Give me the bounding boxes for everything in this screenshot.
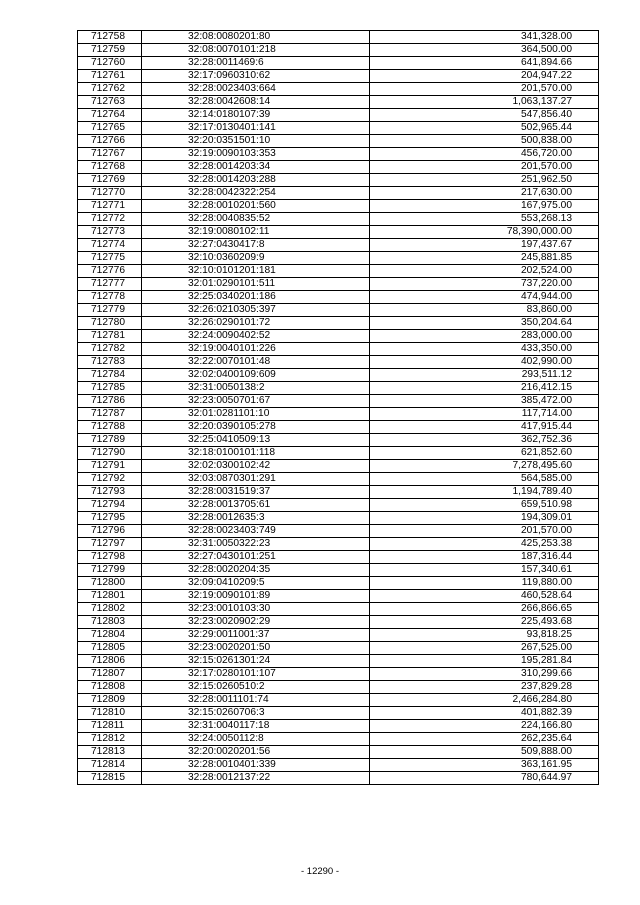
cadastral-number-cell: 32:28:0010201:560: [142, 200, 370, 213]
record-number-cell: 712767: [78, 148, 142, 161]
table-row: [78, 174, 599, 187]
record-number-cell: 712806: [78, 655, 142, 668]
record-number-cell: 712762: [78, 83, 142, 96]
amount-cell: 502,965.44: [370, 122, 599, 135]
table-row: [78, 408, 599, 421]
cadastral-number-cell: 32:28:0023403:664: [142, 83, 370, 96]
table-row: [78, 746, 599, 759]
table-row: [78, 512, 599, 525]
cadastral-number-cell: 32:31:0050322:23: [142, 538, 370, 551]
record-number-cell: 712761: [78, 70, 142, 83]
record-number-cell: 712777: [78, 278, 142, 291]
amount-cell: 553,268.13: [370, 213, 599, 226]
cadastral-number-cell: 32:19:0090101:89: [142, 590, 370, 603]
cadastral-number-cell: 32:27:0430101:251: [142, 551, 370, 564]
amount-cell: 385,472.00: [370, 395, 599, 408]
table-row: [78, 226, 599, 239]
cadastral-number-cell: 32:25:0340201:186: [142, 291, 370, 304]
record-number-cell: 712773: [78, 226, 142, 239]
cadastral-number-cell: 32:28:0011101:74: [142, 694, 370, 707]
table-row: [78, 733, 599, 746]
amount-cell: 780,644.97: [370, 772, 599, 785]
record-number-cell: 712797: [78, 538, 142, 551]
cadastral-number-cell: 32:20:0351501:10: [142, 135, 370, 148]
table-row: [78, 44, 599, 57]
record-number-cell: 712764: [78, 109, 142, 122]
table-row: [78, 369, 599, 382]
cadastral-number-cell: 32:15:0260510:2: [142, 681, 370, 694]
cadastral-number-cell: 32:28:0012137:22: [142, 772, 370, 785]
table-row: [78, 460, 599, 473]
amount-cell: 78,390,000.00: [370, 226, 599, 239]
cadastral-number-cell: 32:15:0260706:3: [142, 707, 370, 720]
cadastral-number-cell: 32:31:0040117:18: [142, 720, 370, 733]
amount-cell: 737,220.00: [370, 278, 599, 291]
amount-cell: 341,328.00: [370, 31, 599, 44]
amount-cell: 201,570.00: [370, 161, 599, 174]
table-row: [78, 96, 599, 109]
table-row: [78, 759, 599, 772]
record-number-cell: 712809: [78, 694, 142, 707]
record-number-cell: 712763: [78, 96, 142, 109]
record-number-cell: 712782: [78, 343, 142, 356]
cadastral-number-cell: 32:17:0130401:141: [142, 122, 370, 135]
cadastral-number-cell: 32:25:0410509:13: [142, 434, 370, 447]
cadastral-number-cell: 32:22:0070101:48: [142, 356, 370, 369]
table-row: [78, 590, 599, 603]
record-number-cell: 712798: [78, 551, 142, 564]
record-number-cell: 712792: [78, 473, 142, 486]
table-row: [78, 421, 599, 434]
record-number-cell: 712788: [78, 421, 142, 434]
cadastral-number-cell: 32:19:0090103:353: [142, 148, 370, 161]
cadastral-number-cell: 32:10:0360209:9: [142, 252, 370, 265]
cadastral-number-cell: 32:02:0300102:42: [142, 460, 370, 473]
page-number: - 12290 -: [300, 866, 340, 877]
record-number-cell: 712796: [78, 525, 142, 538]
table-row: [78, 31, 599, 44]
table-row: [78, 551, 599, 564]
amount-cell: 267,525.00: [370, 642, 599, 655]
amount-cell: 251,962.50: [370, 174, 599, 187]
table-row: [78, 343, 599, 356]
amount-cell: 201,570.00: [370, 83, 599, 96]
record-number-cell: 712787: [78, 408, 142, 421]
amount-cell: 659,510.98: [370, 499, 599, 512]
cadastral-number-cell: 32:28:0023403:749: [142, 525, 370, 538]
amount-cell: 187,316.44: [370, 551, 599, 564]
table-row: [78, 148, 599, 161]
table-row: [78, 382, 599, 395]
record-number-cell: 712766: [78, 135, 142, 148]
cadastral-number-cell: 32:10:0101201:181: [142, 265, 370, 278]
amount-cell: 364,500.00: [370, 44, 599, 57]
table-row: [78, 499, 599, 512]
amount-cell: 245,881.85: [370, 252, 599, 265]
record-number-cell: 712807: [78, 668, 142, 681]
record-number-cell: 712795: [78, 512, 142, 525]
cadastral-number-cell: 32:23:0020902:29: [142, 616, 370, 629]
record-number-cell: 712801: [78, 590, 142, 603]
record-number-cell: 712814: [78, 759, 142, 772]
cadastral-number-cell: 32:26:0290101:72: [142, 317, 370, 330]
amount-cell: 204,947.22: [370, 70, 599, 83]
record-number-cell: 712759: [78, 44, 142, 57]
record-number-cell: 712774: [78, 239, 142, 252]
table-row: [78, 616, 599, 629]
table-row: [78, 57, 599, 70]
cadastral-number-cell: 32:09:0410209:5: [142, 577, 370, 590]
record-number-cell: 712791: [78, 460, 142, 473]
cadastral-number-cell: 32:28:0014203:34: [142, 161, 370, 174]
cadastral-number-cell: 32:28:0011469:6: [142, 57, 370, 70]
amount-cell: 197,437.67: [370, 239, 599, 252]
table-row: [78, 772, 599, 785]
record-number-cell: 712776: [78, 265, 142, 278]
table-row: [78, 200, 599, 213]
record-number-cell: 712786: [78, 395, 142, 408]
cadastral-number-cell: 32:28:0014203:288: [142, 174, 370, 187]
table-row: [78, 239, 599, 252]
cadastral-number-cell: 32:14:0180107:39: [142, 109, 370, 122]
record-number-cell: 712785: [78, 382, 142, 395]
record-number-cell: 712803: [78, 616, 142, 629]
table-row: [78, 525, 599, 538]
table-row: [78, 161, 599, 174]
amount-cell: 641,894.66: [370, 57, 599, 70]
table-row: [78, 291, 599, 304]
cadastral-number-cell: 32:28:0012635:3: [142, 512, 370, 525]
table-row: [78, 122, 599, 135]
cadastral-number-cell: 32:17:0280101:107: [142, 668, 370, 681]
table-row: [78, 629, 599, 642]
cadastral-number-cell: 32:29:0011001:37: [142, 629, 370, 642]
amount-cell: 195,281.84: [370, 655, 599, 668]
cadastral-number-cell: 32:23:0050701:67: [142, 395, 370, 408]
record-number-cell: 712770: [78, 187, 142, 200]
amount-cell: 117,714.00: [370, 408, 599, 421]
cadastral-number-cell: 32:17:0960310:62: [142, 70, 370, 83]
amount-cell: 237,829.28: [370, 681, 599, 694]
record-number-cell: 712790: [78, 447, 142, 460]
record-number-cell: 712784: [78, 369, 142, 382]
cadastral-number-cell: 32:02:0400109:609: [142, 369, 370, 382]
amount-cell: 362,752.36: [370, 434, 599, 447]
amount-cell: 201,570.00: [370, 525, 599, 538]
table-row: [78, 70, 599, 83]
table-row: [78, 252, 599, 265]
cadastral-number-cell: 32:03:0870301:291: [142, 473, 370, 486]
amount-cell: 547,856.40: [370, 109, 599, 122]
cadastral-number-cell: 32:19:0080102:11: [142, 226, 370, 239]
amount-cell: 402,990.00: [370, 356, 599, 369]
amount-cell: 167,975.00: [370, 200, 599, 213]
amount-cell: 425,253.38: [370, 538, 599, 551]
table-row: [78, 109, 599, 122]
amount-cell: 310,299.66: [370, 668, 599, 681]
record-number-cell: 712778: [78, 291, 142, 304]
amount-cell: 119,880.00: [370, 577, 599, 590]
record-number-cell: 712769: [78, 174, 142, 187]
table-row: [78, 486, 599, 499]
cadastral-number-cell: 32:28:0010401:339: [142, 759, 370, 772]
record-number-cell: 712812: [78, 733, 142, 746]
table-row: [78, 447, 599, 460]
table-row: [78, 278, 599, 291]
table-row: [78, 603, 599, 616]
record-number-cell: 712813: [78, 746, 142, 759]
cadastral-number-cell: 32:15:0261301:24: [142, 655, 370, 668]
amount-cell: 456,720.00: [370, 148, 599, 161]
cadastral-number-cell: 32:08:0080201:80: [142, 31, 370, 44]
amount-cell: 216,412.15: [370, 382, 599, 395]
record-number-cell: 712781: [78, 330, 142, 343]
table-row: [78, 434, 599, 447]
amount-cell: 500,838.00: [370, 135, 599, 148]
record-number-cell: 712783: [78, 356, 142, 369]
table-row: [78, 317, 599, 330]
cadastral-number-cell: 32:27:0430417:8: [142, 239, 370, 252]
table-row: [78, 395, 599, 408]
table-row: [78, 655, 599, 668]
amount-cell: 401,882.39: [370, 707, 599, 720]
cadastral-number-cell: 32:19:0040101:226: [142, 343, 370, 356]
amount-cell: 1,194,789.40: [370, 486, 599, 499]
amount-cell: 217,630.00: [370, 187, 599, 200]
cadastral-number-cell: 32:31:0050138:2: [142, 382, 370, 395]
record-number-cell: 712799: [78, 564, 142, 577]
cadastral-number-cell: 32:28:0020204:35: [142, 564, 370, 577]
amount-cell: 224,166.80: [370, 720, 599, 733]
register-table-body: [78, 31, 599, 785]
record-number-cell: 712779: [78, 304, 142, 317]
table-row: [78, 668, 599, 681]
amount-cell: 417,915.44: [370, 421, 599, 434]
cadastral-number-cell: 32:28:0040835:52: [142, 213, 370, 226]
record-number-cell: 712811: [78, 720, 142, 733]
record-number-cell: 712772: [78, 213, 142, 226]
record-number-cell: 712775: [78, 252, 142, 265]
table-row: [78, 720, 599, 733]
cadastral-number-cell: 32:24:0050112:8: [142, 733, 370, 746]
cadastral-number-cell: 32:28:0042322:254: [142, 187, 370, 200]
amount-cell: 2,466,284.80: [370, 694, 599, 707]
table-row: [78, 356, 599, 369]
amount-cell: 93,818.25: [370, 629, 599, 642]
amount-cell: 363,161.95: [370, 759, 599, 772]
record-number-cell: 712789: [78, 434, 142, 447]
amount-cell: 262,235.64: [370, 733, 599, 746]
record-number-cell: 712760: [78, 57, 142, 70]
cadastral-number-cell: 32:28:0013705:61: [142, 499, 370, 512]
table-row: [78, 83, 599, 96]
cadastral-number-cell: 32:23:0020201:50: [142, 642, 370, 655]
record-number-cell: 712758: [78, 31, 142, 44]
cadastral-number-cell: 32:26:0210305:397: [142, 304, 370, 317]
record-number-cell: 712771: [78, 200, 142, 213]
table-row: [78, 330, 599, 343]
register-table: [77, 30, 599, 785]
table-row: [78, 538, 599, 551]
amount-cell: 474,944.00: [370, 291, 599, 304]
cadastral-number-cell: 32:01:0281101:10: [142, 408, 370, 421]
table-row: [78, 473, 599, 486]
cadastral-number-cell: 32:23:0010103:30: [142, 603, 370, 616]
record-number-cell: 712765: [78, 122, 142, 135]
amount-cell: 509,888.00: [370, 746, 599, 759]
cadastral-number-cell: 32:24:0090402:52: [142, 330, 370, 343]
record-number-cell: 712802: [78, 603, 142, 616]
record-number-cell: 712794: [78, 499, 142, 512]
cadastral-number-cell: 32:20:0390105:278: [142, 421, 370, 434]
cadastral-number-cell: 32:01:0290101:511: [142, 278, 370, 291]
amount-cell: 350,204.64: [370, 317, 599, 330]
record-number-cell: 712804: [78, 629, 142, 642]
amount-cell: 266,866.65: [370, 603, 599, 616]
table-row: [78, 694, 599, 707]
record-number-cell: 712780: [78, 317, 142, 330]
amount-cell: 202,524.00: [370, 265, 599, 278]
amount-cell: 1,063,137.27: [370, 96, 599, 109]
cadastral-number-cell: 32:28:0031519:37: [142, 486, 370, 499]
cadastral-number-cell: 32:08:0070101:218: [142, 44, 370, 57]
amount-cell: 7,278,495.60: [370, 460, 599, 473]
cadastral-number-cell: 32:20:0020201:56: [142, 746, 370, 759]
amount-cell: 621,852.60: [370, 447, 599, 460]
amount-cell: 293,511.12: [370, 369, 599, 382]
amount-cell: 194,309.01: [370, 512, 599, 525]
table-row: [78, 265, 599, 278]
amount-cell: 225,493.68: [370, 616, 599, 629]
amount-cell: 433,350.00: [370, 343, 599, 356]
cadastral-number-cell: 32:28:0042608:14: [142, 96, 370, 109]
cadastral-number-cell: 32:18:0100101:118: [142, 447, 370, 460]
amount-cell: 460,528.64: [370, 590, 599, 603]
amount-cell: 83,860.00: [370, 304, 599, 317]
amount-cell: 283,000.00: [370, 330, 599, 343]
table-row: [78, 577, 599, 590]
record-number-cell: 712808: [78, 681, 142, 694]
table-row: [78, 304, 599, 317]
record-number-cell: 712793: [78, 486, 142, 499]
table-row: [78, 707, 599, 720]
table-row: [78, 213, 599, 226]
amount-cell: 564,585.00: [370, 473, 599, 486]
record-number-cell: 712805: [78, 642, 142, 655]
table-row: [78, 135, 599, 148]
record-number-cell: 712810: [78, 707, 142, 720]
table-row: [78, 642, 599, 655]
record-number-cell: 712768: [78, 161, 142, 174]
amount-cell: 157,340.61: [370, 564, 599, 577]
table-row: [78, 681, 599, 694]
table-row: [78, 187, 599, 200]
table-row: [78, 564, 599, 577]
record-number-cell: 712815: [78, 772, 142, 785]
record-number-cell: 712800: [78, 577, 142, 590]
